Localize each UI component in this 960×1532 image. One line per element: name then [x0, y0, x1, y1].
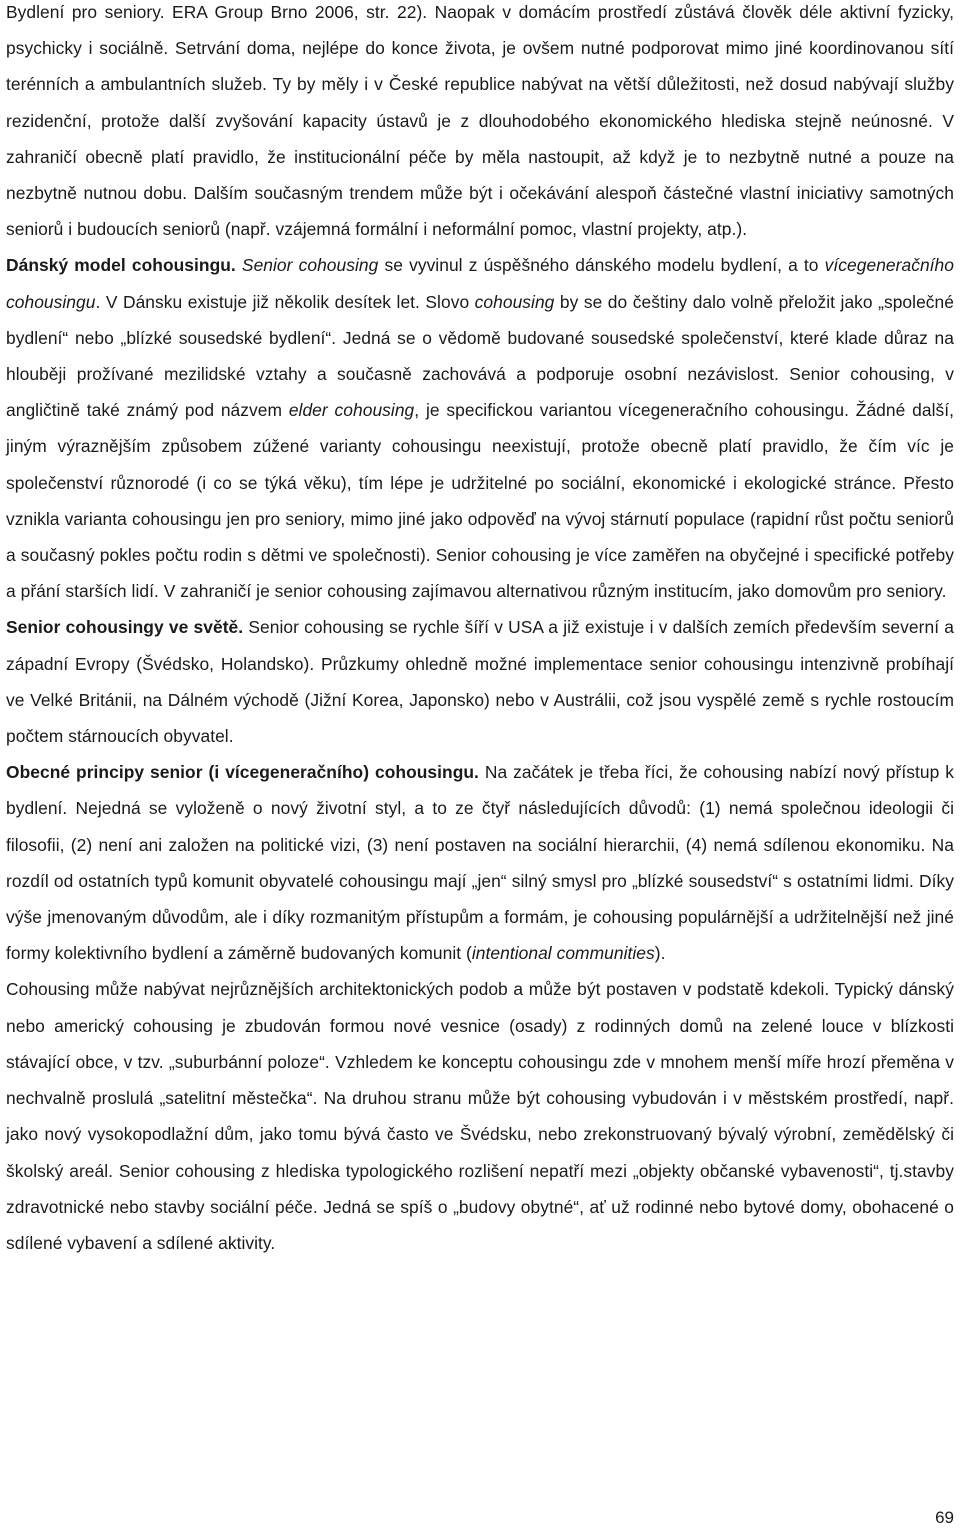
document-page	[6, 0, 954, 1261]
body-text: Senior cohousing se rychle šíří v USA a již existuje i v dalších zemích především severní a západní Evropy (Švédsko, Holandsko). Průzkumy ohledně možné implementace senior cohousingu intenzivně probíhají ve Velké Británii, na Dálném východě (Jižní Korea, Japonsko) nebo v Austrálii, což jsou vyspělé země s rychle rostoucím počtem stárnoucích obyvatel.	[6, 617, 954, 747]
paragraph-cohousing-world	[6, 609, 954, 754]
body-text: , je specifickou variantou vícegeneračního cohousingu. Žádné další, jiným výraznějším způsobem zúžené varianty cohousingu neexistují, protože obecně platí pravidlo, že čím víc je společenství různorodé (i co se týká věku), tím lépe je udržitelné po sociální, ekonomické i ekologické stránce. Přesto vznikla varianta cohousingu jen pro seniory, mimo jiné jako odpověď na vývoj stárnutí populace (rapidní růst počtu seniorů a současný pokles počtu rodin s dětmi ve společnosti). Senior cohousing je více zaměřen na obyčejné i specifické potřeby a přání starších lidí. V zahraničí je senior cohousing zajímavou alternativou různým institucím, jako domovům pro seniory.	[6, 400, 954, 602]
bold-heading-text: Senior cohousingy ve světě.	[6, 617, 244, 638]
bold-heading-text: Obecné principy senior (i vícegeneračního) cohousingu.	[6, 762, 479, 783]
paragraph-danish-model	[6, 247, 954, 609]
italic-term-text: intentional communities	[471, 943, 655, 964]
italic-term-text: vícegeneračního cohousingu	[6, 255, 954, 312]
page-number: 69	[935, 1508, 954, 1527]
body-text: ).	[654, 943, 666, 964]
paragraph-general-principles	[6, 754, 954, 971]
body-text: . V Dánsku existuje již několik desítek let. Slovo	[95, 291, 475, 312]
italic-term-text: Senior cohousing	[241, 255, 379, 276]
bold-heading-text: Dánský model cohousingu.	[6, 255, 236, 276]
italic-term-text: cohousing	[474, 291, 555, 312]
body-text: by se do češtiny dalo volně přeložit jako „společné bydlení“ nebo „blízké sousedské bydlení“. Jedná se o vědomě budované sousedské společenství, které klade důraz na hlouběji prožívané mezilidské vztahy a současně zachovává a podporuje osobní nezávislost. Senior cohousing, v angličtině také známý pod názvem	[6, 291, 954, 421]
body-text: Bydlení pro seniory. ERA Group Brno 2006, str. 22). Naopak v domácím prostředí zůstává člověk déle aktivní fyzicky, psychicky i sociálně. Setrvání doma, nejlépe do konce života, je ovšem nutné podporovat mimo jiné koordinovanou sítí terénních a ambulantních služeb. Ty by měly i v České republice nabývat na větší důležitosti, než dosud nabývají služby rezidenční, protože další zvyšování kapacity ústavů je z dlouhodobého ekonomického hlediska stejně neúnosné. V zahraničí obecně platí pravidlo, že institucionální péče by měla nastoupit, až když je to nezbytně nutné a pouze na nezbytně nutnou dobu. Dalším současným trendem může být i očekávání alespoň částečné vlastní iniciativy samotných seniorů i budoucích seniorů (např. vzájemná formální i neformální pomoc, vlastní projekty, atp.).	[6, 2, 954, 240]
body-text: Na začátek je třeba říci, že cohousing nabízí nový přístup k bydlení. Nejedná se vyloženě o nový životní styl, a to ze čtyř následujících důvodů: (1) nemá společnou ideologii či filosofii, (2) není ani založen na politické vizi, (3) není postaven na sociální hierarchii, (4) nemá sdílenou ekonomiku. Na rozdíl od ostatních typů komunit obyvatelé cohousingu mají „jen“ silný smysl pro „blízké sousedství“ s ostatními lidmi. Díky výše jmenovaným důvodům, ale i díky rozmanitým přístupům a formám, je cohousing populárnější a udržitelnější než jiné formy kolektivního bydlení a záměrně budovaných komunit (	[6, 762, 954, 964]
body-text: Cohousing může nabývat nejrůznějších architektonických podob a může být postaven v podstatě kdekoli. Typický dánský nebo americký cohousing je zbudován formou nové vesnice (osady) z rodinných domů na zelené louce v blízkosti stávající obce, v tzv. „suburbánní poloze“. Vzhledem ke konceptu cohousingu zde v mnohem menší míře hrozí přeměna v nechvalně proslulá „satelitní městečka“. Na druhou stranu může být cohousing vybudován i v městském prostředí, např. jako nový vysokopodlažní dům, jako tomu bývá často ve Švédsku, nebo zrekonstruovaný bývalý výrobní, zemědělský či školský areál. Senior cohousing z hlediska typologického rozlišení nepatří mezi „objekty občanské vybavenosti“, tj.stavby zdravotnické nebo stavby sociální péče. Jedná se spíš o „budovy obytné“, ať už rodinné nebo bytové domy, obohacené o sdílené vybavení a sdílené aktivity.	[6, 979, 954, 1253]
italic-term-text: elder cohousing	[288, 400, 415, 421]
paragraph-architecture	[6, 971, 954, 1261]
body-text: se vyvinul z úspěšného dánského modelu bydlení, a to	[378, 255, 825, 276]
paragraph-intro	[6, 0, 954, 247]
